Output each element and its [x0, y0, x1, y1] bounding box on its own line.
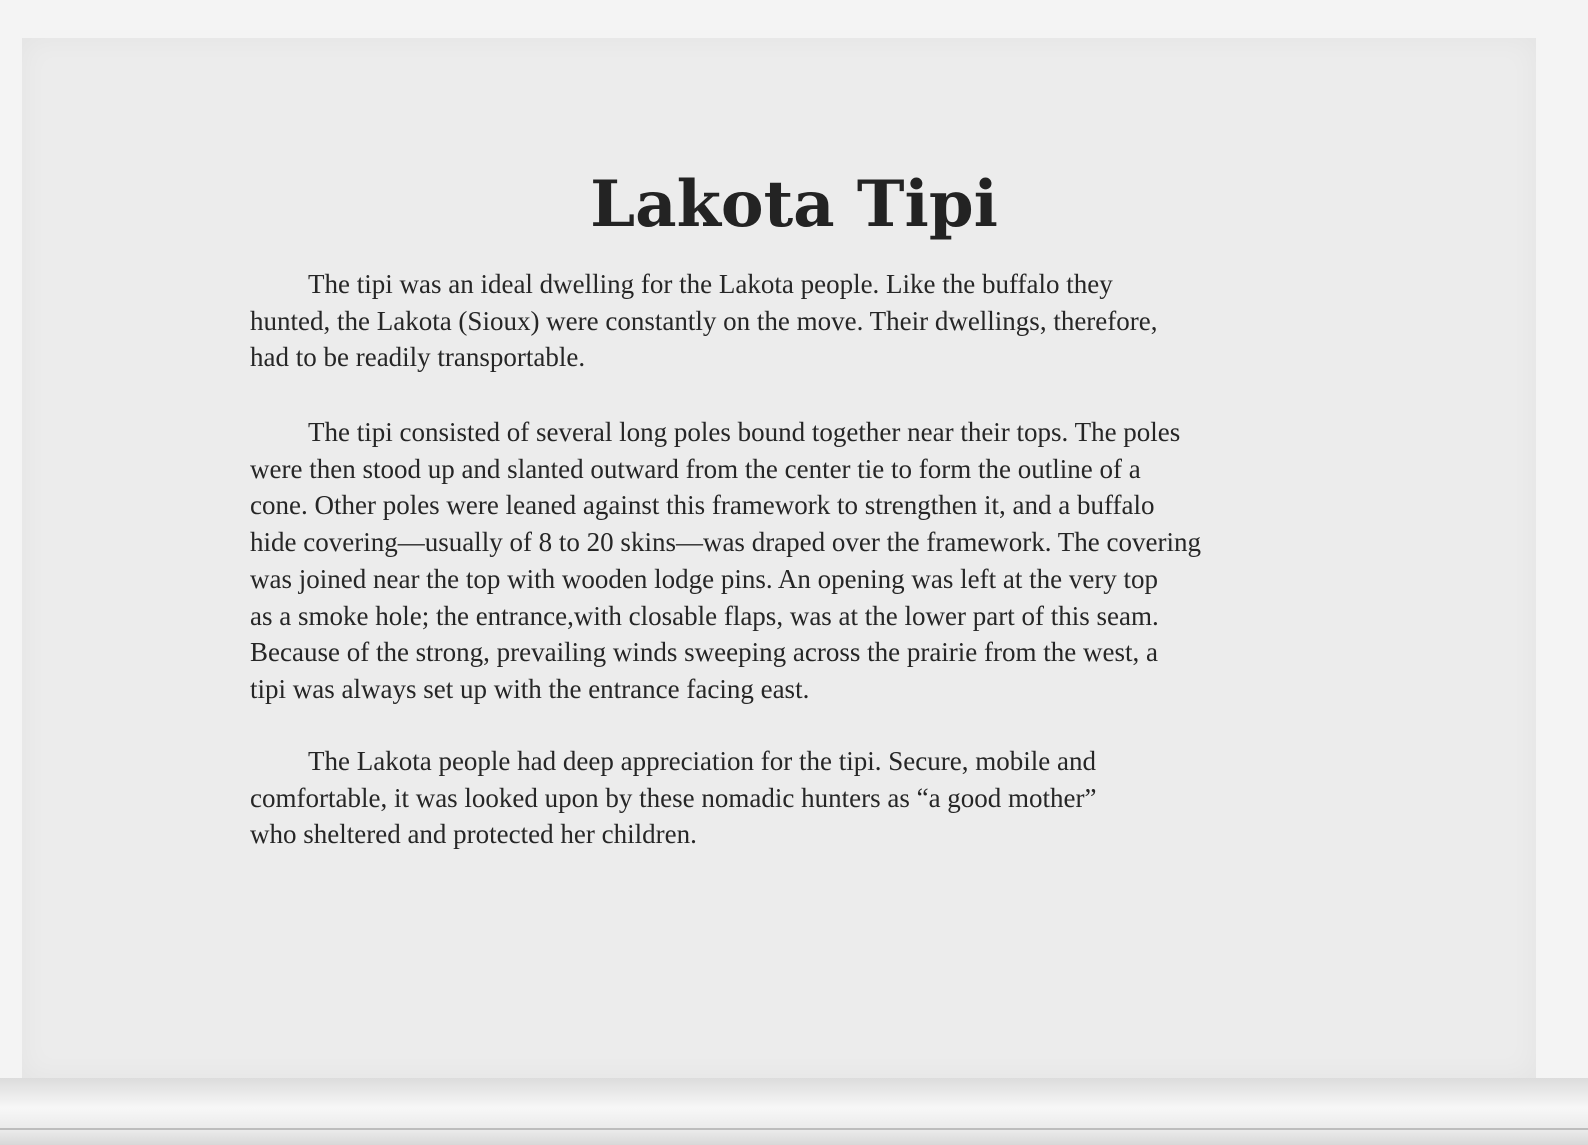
paragraph-line: The Lakota people had deep appreciation for the tipi. Secure, mobile and [308, 746, 1096, 776]
paragraph-line: tipi was always set up with the entrance facing east. [250, 673, 810, 704]
paragraph-line: who sheltered and protected her children. [250, 819, 697, 850]
paragraph-line: Because of the strong, prevailing winds sweeping across the prairie from the west, a [250, 637, 1158, 668]
paragraph-line: was joined near the top with wooden lodge pins. An opening was left at the very top [250, 563, 1159, 594]
paragraph-2 [250, 414, 1330, 708]
paragraph-3 [250, 743, 1330, 853]
paragraph-line: cone. Other poles were leaned against this framework to strengthen it, and a buffalo [250, 490, 1155, 521]
paragraph-line: hunted, the Lakota (Sioux) were constantly on the move. Their dwellings, therefore, [250, 305, 1158, 336]
paragraph-1 [250, 266, 1330, 376]
paragraph-line: had to be readily transportable. [250, 342, 586, 373]
card-edge-line [0, 1128, 1588, 1130]
card-bottom-edge [0, 1078, 1588, 1145]
paragraph-line: comfortable, it was looked upon by these nomadic hunters as “a good mother” [250, 782, 1097, 813]
paragraph-line: were then stood up and slanted outward from the center tie to form the outline of a [250, 453, 1141, 484]
paragraph-line: The tipi consisted of several long poles bound together near their tops. The poles [308, 417, 1181, 447]
document-title: Lakota Tipi [590, 167, 998, 242]
paragraph-line: The tipi was an ideal dwelling for the Lakota people. Like the buffalo they [308, 269, 1113, 299]
paragraph-line: as a smoke hole; the entrance,with closable flaps, was at the lower part of this seam. [250, 600, 1159, 631]
paragraph-line: hide covering—usually of 8 to 20 skins—was draped over the framework. The covering [250, 527, 1201, 558]
